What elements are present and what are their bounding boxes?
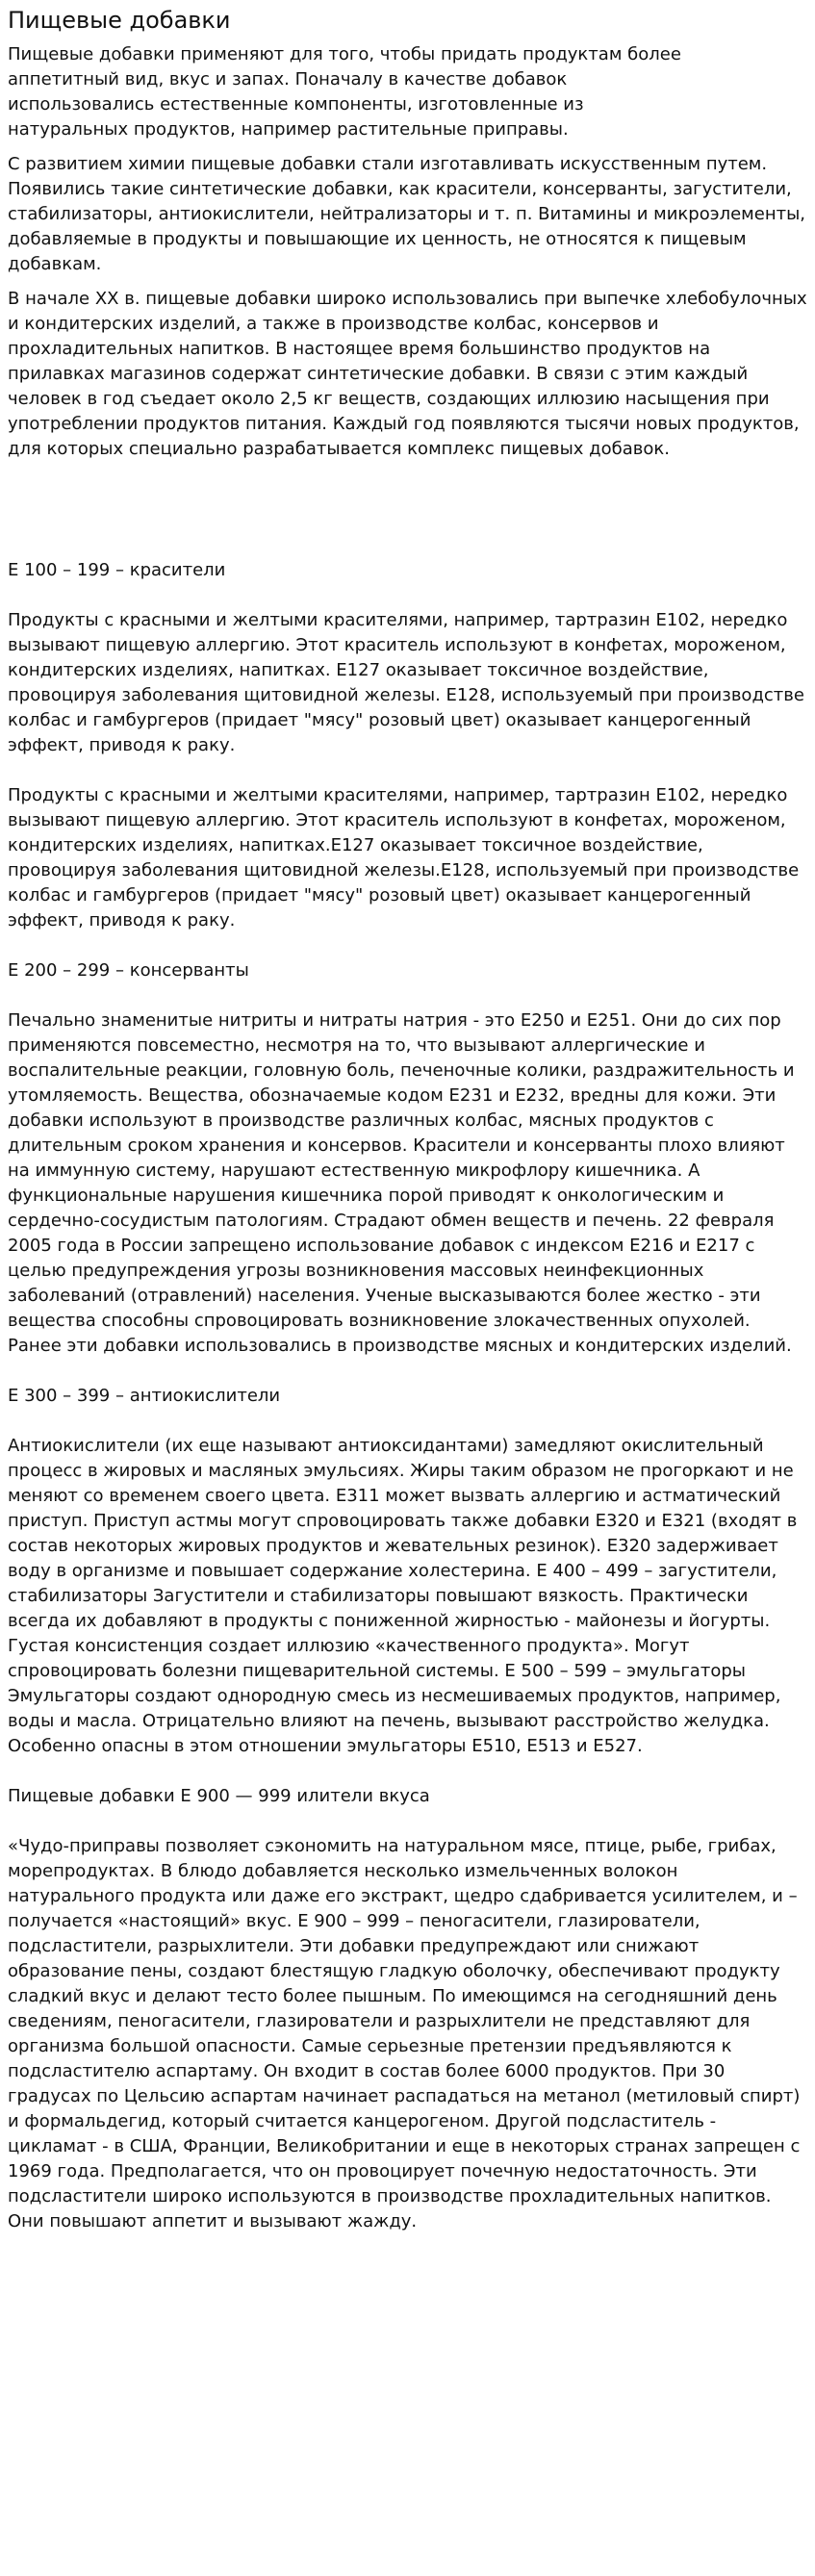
intro-block [8,42,807,462]
section-flavor-enhancers [8,1784,807,2234]
page-title: Пищевые добавки [8,7,231,34]
section-paragraph: «Чудо-приправы позволяет сэкономить на натуральном мясе, птице, рыбе, грибах, морепродуктах. В блюдо добавляется несколько измельченных волокон натурального продукта или даже его экстракт, щедро сдабривается усилителем, и – получается «настоящий» вкус. Е 900 – 999 – пеногасители, глазирователи, подсластители, разрыхлители. Эти добавки предупреждают или снижают образование пены, создают блестящую гладкую оболочку, обеспечивают продукту сладкий вкус и делают тесто более пышным. По имеющимся на сегодняшний день сведениям, пеногасители, глазирователи и разрыхлители не представляют для организма большой опасности. Самые серьезные претензии предъявляются к подсластителю аспартаму. Он входит в состав более 6000 продуктов. При 30 градусах по Цельсию аспартам начинает распадаться на метанол (метиловый спирт) и формальдегид, который считается канцерогеном. Другой подсластитель - цикламат - в США, Франции, Великобритании и еще в некоторых странах запрещен с 1969 года. Предполагается, что он провоцирует почечную недостаточность. Эти подсластители широко используются в производстве прохладительных напитков. Они повышают аппетит и вызывают жажду. [8,1836,801,2232]
section-heading: Е 200 – 299 – консерванты [8,960,249,981]
section-paragraph: Печально знаменитые нитриты и нитраты натрия - это Е250 и Е251. Они до сих пор применяются повсеместно, несмотря на то, что вызывают аллергические и воспалительные реакции, головную боль, печеночные колики, раздражительность и утомляемость. Вещества, обозначаемые кодом Е231 и Е232, вредны для кожи. Эти добавки используют в производстве различных колбас, мясных продуктов с длительным сроком хранения и консервов. Красители и консерванты плохо влияют на иммунную систему, нарушают естественную микрофлору кишечника. А функциональные нарушения кишечника порой приводят к онкологическим и сердечно-сосудистым патологиям. Страдают обмен веществ и печень. 22 февраля 2005 года в России запрещено использование добавок с индексом Е216 и Е217 с целью предупреждения угрозы возникновения массовых неинфекционных заболеваний (отравлений) населения. Ученые высказываются более жестко - эти вещества способны спровоцировать возникновение злокачественных опухолей. Ранее эти добавки использовались в производстве мясных и кондитерских изделий. [8,1010,795,1356]
section-paragraph: Продукты с красными и желтыми красителями, например, тартразин Е102, нередко вызывают пищевую аллергию. Этот краситель используют в конфетах, мороженом, кондитерских изделиях, напитках.Е127 оказывает токсичное воздействие, провоцируя заболевания щитовидной железы.Е128, используемый при производстве колбас и гамбургеров (придает "мясу" розовый цвет) оказывает канцерогенный эффект, приводя к раку. [8,785,800,931]
section-paragraph: Продукты с красными и желтыми красителями, например, тартразин Е102, нередко вызывают пищевую аллергию. Этот краситель используют в конфетах, мороженом, кондитерских изделиях, напитках. Е127 оказывает токсичное воздействие, провоцируя заболевания щитовидной железы. Е128, используемый при производстве колбас и гамбургеров (придает "мясу" розовый цвет) оказывает канцерогенный эффект, приводя к раку. [8,610,804,755]
intro-paragraph: С развитием химии пищевые добавки стали изготавливать искусственным путем. Появились такие синтетические добавки, как красители, консерванты, загустители, стабилизаторы, антиокислители, нейтрализаторы и т. п. Витамины и микроэлементы, добавляемые в продукты и повышающие их ценность, не относятся к пищевым добавкам. [8,154,806,274]
intro-paragraph: В начале XX в. пищевые добавки широко использовались при выпечке хлебобулочных и кондитерских изделий, а также в производстве колбас, консервов и прохладительных напитков. В настоящее время большинство продуктов на прилавках магазинов содержат синтетические добавки. В связи с этим каждый человек в год съедает около 2,5 кг веществ, создающих иллюзию насыщения при употреблении продуктов питания. Каждый год появляются тысячи новых продуктов, для которых специально разрабатывается комплекс пищевых добавок. [8,289,807,459]
section-colorants [8,558,807,933]
section-antioxidants [8,1384,807,1759]
section-paragraph: Антиокислители (их еще называют антиоксидантами) замедляют окислительный процесс в жировых и масляных эмульсиях. Жиры таким образом не прогоркают и не меняют со временем своего цвета. Е311 может вызвать аллергию и астматический приступ. Приступ астмы могут спровоцировать также добавки Е320 и Е321 (входят в состав некоторых жировых продуктов и жевательных резинок). Е320 задерживает воду в организме и повышает содержание холестерина. Е 400 – 499 – загустители, стабилизаторы Загустители и стабилизаторы повышают вязкость. Практически всегда их добавляют в продукты с пониженной жирностью - майонезы и йогурты. Густая консистенция создает иллюзию «качественного продукта». Могут спровоцировать болезни пищеварительной системы. Е 500 – 599 – эмульгаторы Эмульгаторы создают однородную смесь из несмешиваемых продуктов, например, воды и масла. Отрицательно влияют на печень, вызывают расстройство желудка. Особенно опасны в этом отношении эмульгаторы Е510, Е513 и Е527. [8,1436,798,1756]
section-heading: Пищевые добавки Е 900 — 999 илители вкуса [8,1786,430,1806]
spacer [8,472,807,558]
section-preservatives [8,958,807,1359]
section-heading: Е 300 – 399 – антиокислители [8,1386,281,1406]
intro-paragraph: Пищевые добавки применяют для того, чтобы придать продуктам более аппетитный вид, вкус и запах. Поначалу в качестве добавок использовались естественные компоненты, изготовленные из натуральных продуктов, например растительные приправы. [8,44,681,140]
section-heading: Е 100 – 199 – красители [8,560,226,580]
